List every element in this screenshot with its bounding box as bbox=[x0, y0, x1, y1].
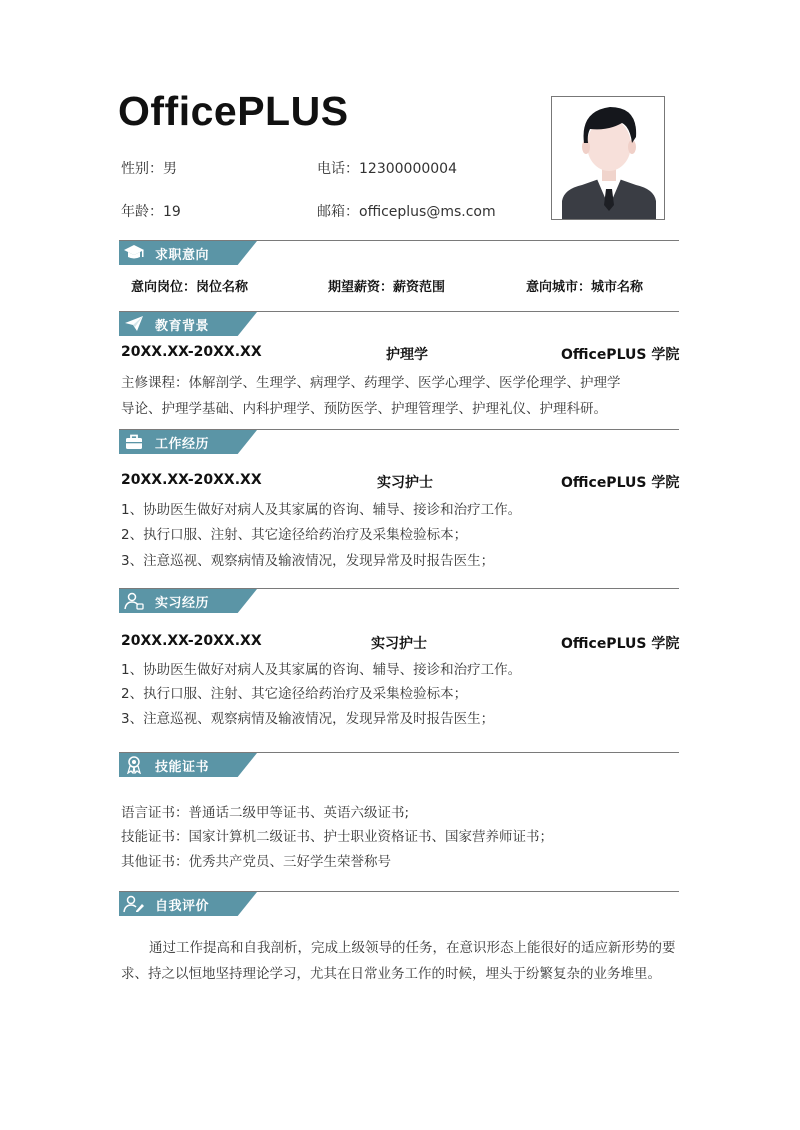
phone-field: 电话：12300000004 bbox=[317, 161, 457, 177]
section-intent-header bbox=[119, 240, 679, 268]
user-badge-icon bbox=[123, 591, 145, 610]
skill-line: 技能证书：国家计算机二级证书、护士职业资格证书、国家营养师证书； bbox=[121, 829, 553, 845]
intent-position: 意向岗位：岗位名称 bbox=[131, 280, 249, 295]
graduation-cap-icon bbox=[123, 243, 145, 262]
work-role: 实习护士 bbox=[377, 475, 433, 491]
section-work-header bbox=[119, 429, 679, 457]
intern-duty: 3、注意巡视、观察病情及输液情况，发现异常及时报告医生； bbox=[121, 711, 495, 727]
intent-salary: 期望薪资：薪资范围 bbox=[328, 280, 446, 295]
education-courses-line1: 主修课程：体解剖学、生理学、病理学、药理学、医学心理学、医学伦理学、护理学 bbox=[121, 375, 621, 391]
section-title: 求职意向 bbox=[155, 248, 210, 263]
section-education-header bbox=[119, 311, 679, 339]
education-school: OfficePLUS 学院 bbox=[561, 347, 680, 363]
work-org: OfficePLUS 学院 bbox=[561, 475, 680, 491]
education-period: 20XX.XX-20XX.XX bbox=[121, 344, 262, 360]
work-duty: 2、执行口服、注射、其它途径给药治疗及采集检验标本； bbox=[121, 527, 468, 543]
paper-plane-icon bbox=[123, 314, 145, 333]
avatar-illustration bbox=[552, 97, 665, 220]
work-duty: 3、注意巡视、观察病情及输液情况，发现异常及时报告医生； bbox=[121, 553, 495, 569]
section-self-header bbox=[119, 891, 679, 919]
section-title: 自我评价 bbox=[155, 899, 210, 914]
education-major: 护理学 bbox=[386, 347, 428, 363]
section-skills-header bbox=[119, 752, 679, 780]
user-pen-icon bbox=[123, 894, 145, 913]
work-duty: 1、协助医生做好对病人及其家属的咨询、辅导、接诊和治疗工作。 bbox=[121, 502, 522, 518]
work-period: 20XX.XX-20XX.XX bbox=[121, 472, 262, 488]
award-ribbon-icon bbox=[123, 755, 145, 774]
section-title: 实习经历 bbox=[155, 596, 210, 611]
skill-line: 其他证书：优秀共产党员、三好学生荣誉称号 bbox=[121, 854, 391, 870]
section-title: 工作经历 bbox=[155, 437, 210, 452]
email-field: 邮箱：officeplus@ms.com bbox=[317, 204, 496, 220]
briefcase-icon bbox=[123, 432, 145, 451]
intern-org: OfficePLUS 学院 bbox=[561, 636, 680, 652]
candidate-name: OfficePLUS bbox=[118, 88, 349, 134]
profile-photo bbox=[551, 96, 665, 220]
intern-duty: 1、协助医生做好对病人及其家属的咨询、辅导、接诊和治疗工作。 bbox=[121, 662, 522, 678]
self-evaluation-text: 通过工作提高和自我剖析，完成上级领导的任务，在意识形态上能很好的适应新形势的要求、持之以恒地坚持理论学习，尤其在日常业务工作的时候，埋头于纷繁复杂的业务堆里。 bbox=[121, 940, 676, 982]
intent-city: 意向城市：城市名称 bbox=[526, 280, 644, 295]
skill-line: 语言证书：普通话二级甲等证书、英语六级证书; bbox=[121, 805, 410, 821]
intern-role: 实习护士 bbox=[371, 636, 427, 652]
education-courses-line2: 导论、护理学基础、内科护理学、预防医学、护理管理学、护理礼仪、护理科研。 bbox=[121, 401, 607, 417]
age-field: 年龄：19 bbox=[121, 204, 181, 220]
section-title: 技能证书 bbox=[155, 760, 210, 775]
intern-duty: 2、执行口服、注射、其它途径给药治疗及采集检验标本； bbox=[121, 686, 468, 702]
section-intern-header bbox=[119, 588, 679, 616]
gender-field: 性别：男 bbox=[121, 161, 177, 177]
intern-period: 20XX.XX-20XX.XX bbox=[121, 633, 262, 649]
section-title: 教育背景 bbox=[155, 319, 210, 334]
